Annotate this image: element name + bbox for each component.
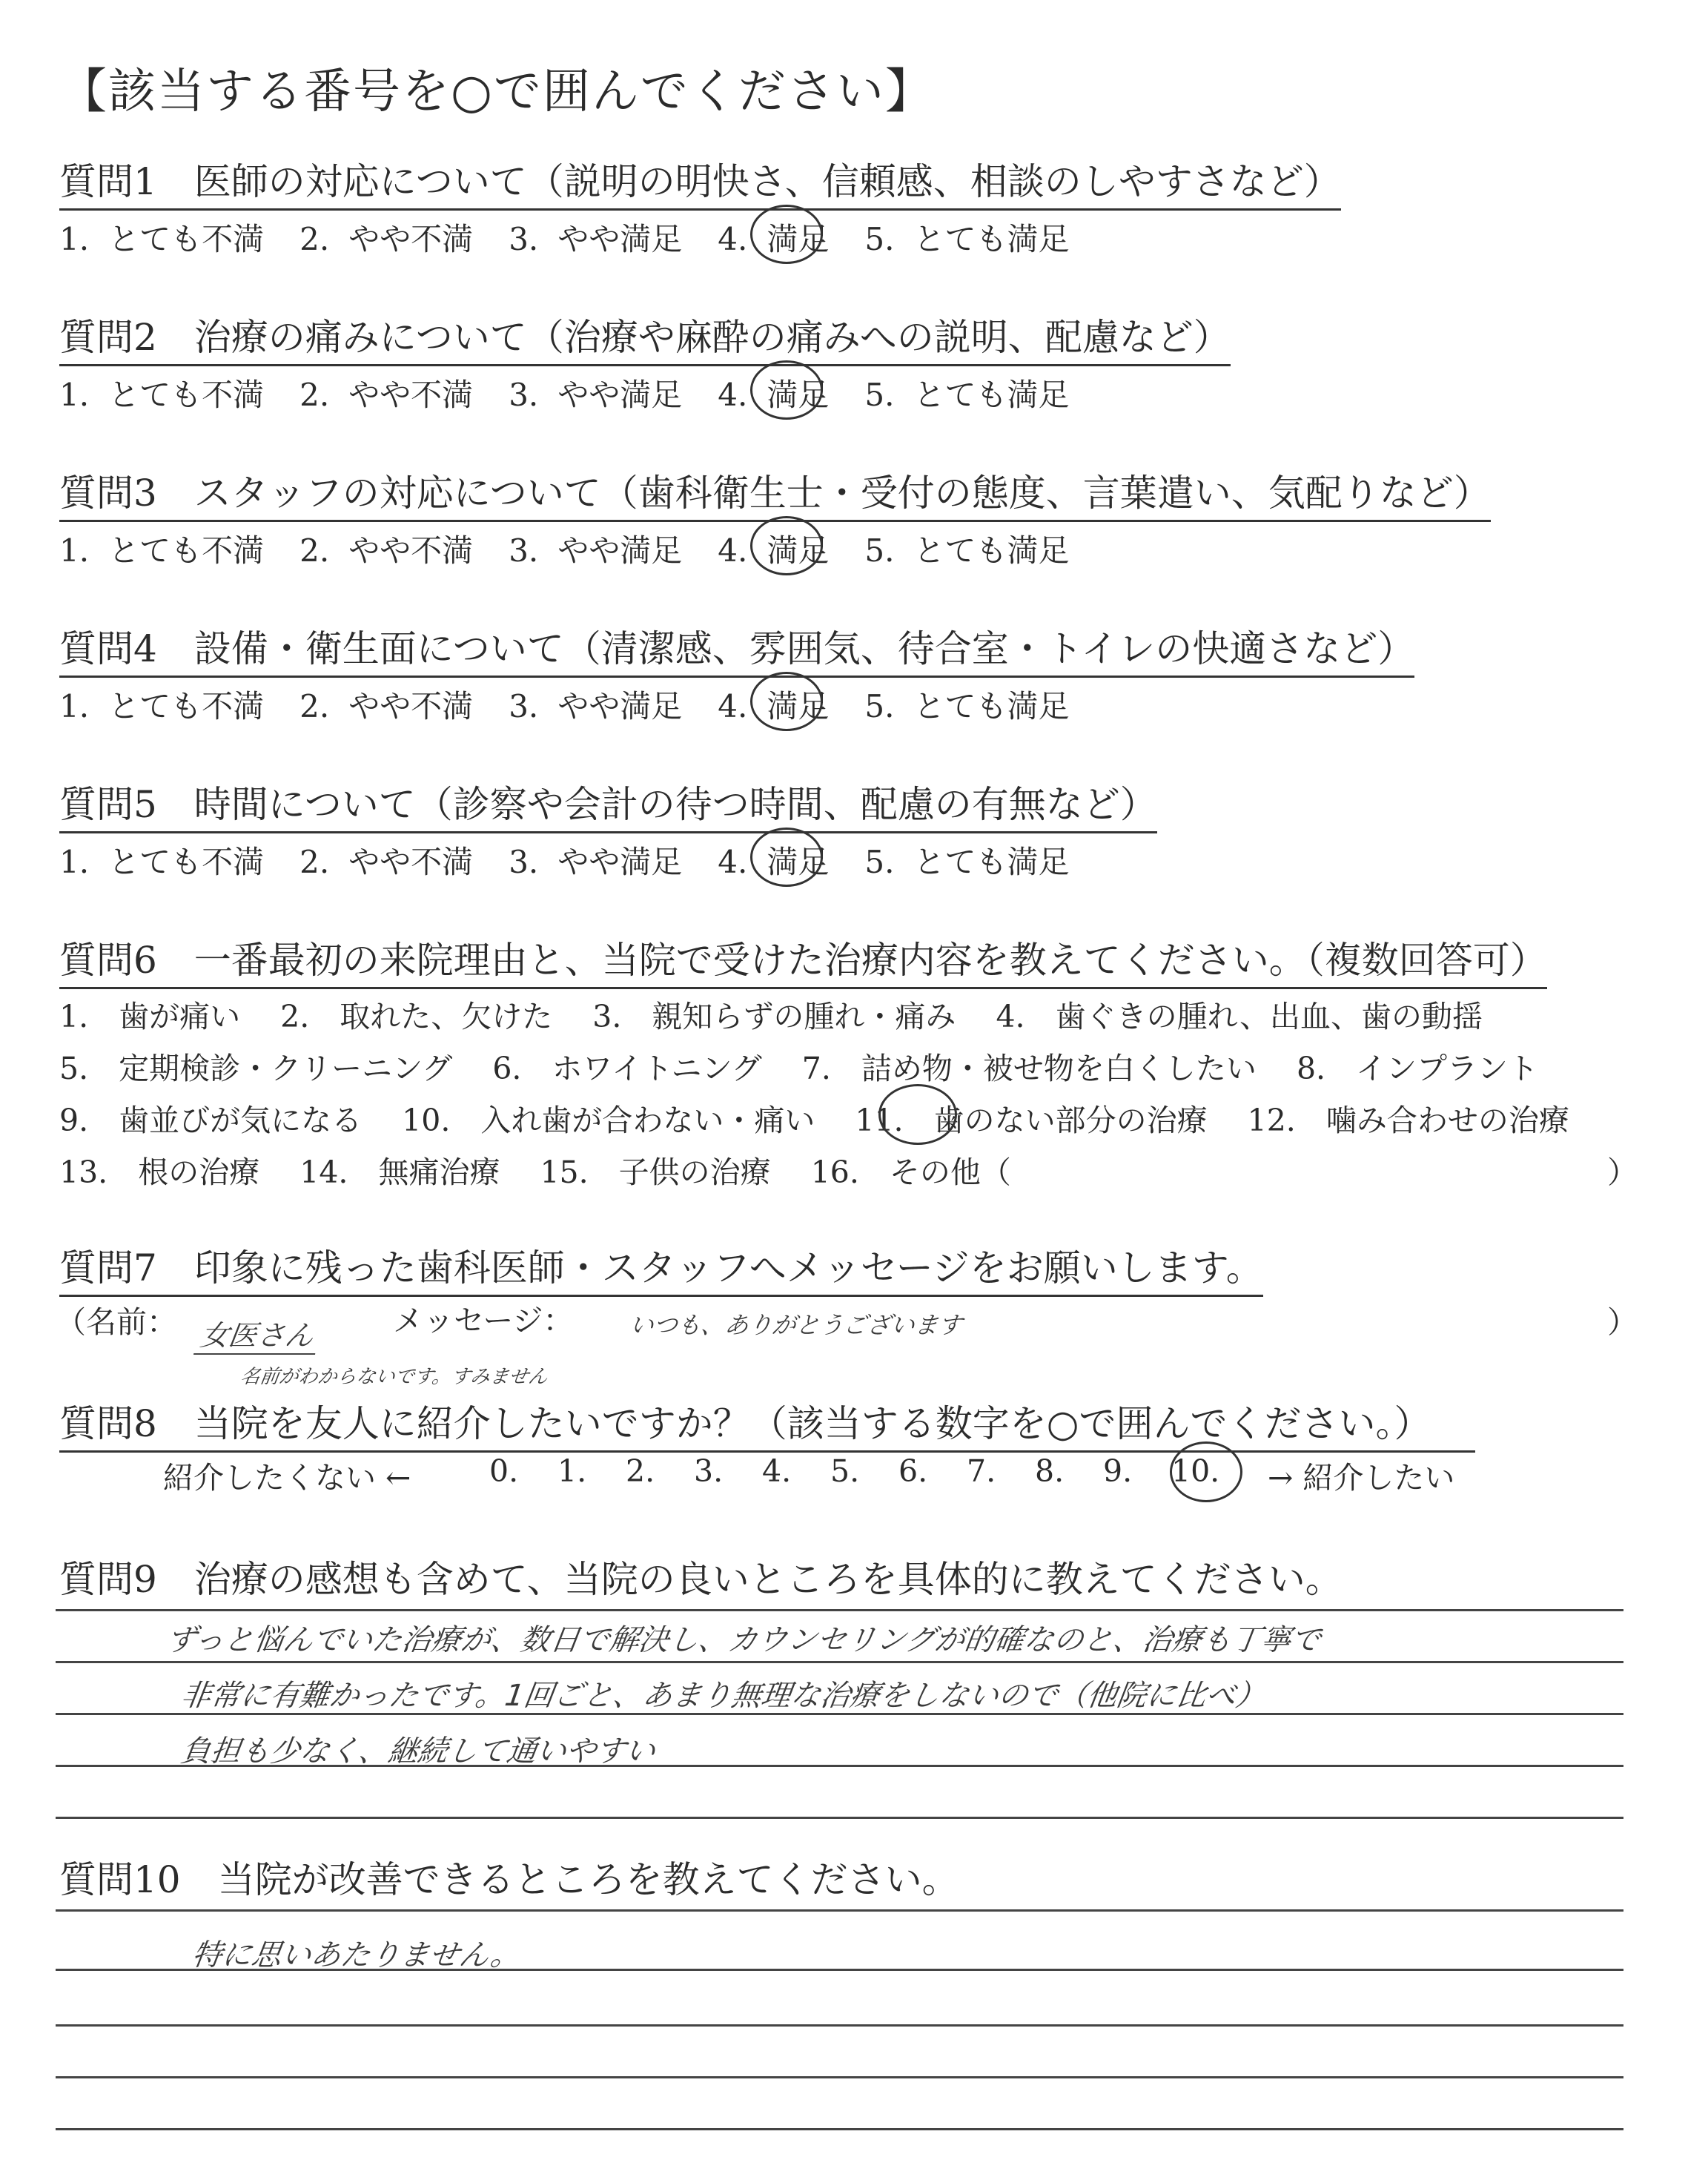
recommend-option[interactable]: 7. [967,1453,996,1489]
scale-option-number: 2. [299,688,330,724]
scale-option-label: とても不満 [108,844,265,880]
scale-option-label: やや不満 [348,844,474,880]
handwritten-name: 女医さん [193,1312,321,1355]
scale-option-label: やや満足 [557,844,683,880]
question-6-options-row-3: 9. 歯並びが気になる 10. 入れ歯が合わない・痛い 11. 歯のない部分の治療 12. 噛み合わせの治療 [59,1103,1569,1138]
scale-option[interactable] [509,682,682,727]
scale-option[interactable] [299,682,473,727]
question-4-options [59,682,1105,727]
scale-option-number: 3. [509,688,539,724]
answer-line [56,2024,1623,2027]
scale-option-number: 5. [864,377,895,413]
question-7-close: ） [1607,1304,1638,1340]
scale-option-number: 3. [509,844,539,880]
scale-option-label: 満足 [767,532,830,569]
selection-circle-q5 [750,828,823,887]
answer-line [56,1909,1623,1912]
scale-option-label: とても不満 [108,688,265,724]
scale-option-number: 1. [59,377,90,413]
handwritten-message: いつも、ありがとうございます [628,1311,964,1339]
scale-option[interactable] [509,838,682,882]
question-6-options-row-4: 13. 根の治療 14. 無痛治療 15. 子供の治療 16. その他（ [59,1155,1011,1190]
scale-option-label: 満足 [767,221,830,257]
question-1-options [59,215,1105,260]
question-5-options [59,838,1105,882]
scale-option[interactable] [299,215,473,260]
selection-circle-q8 [1170,1441,1242,1502]
scale-option-number: 2. [299,844,330,880]
answer-line [56,1609,1623,1611]
scale-option-label: やや不満 [348,688,474,724]
handwritten-answer-q9-line-3: 負担も少なく、継続して通いやすい [179,1734,658,1768]
scale-option-label: とても満足 [913,377,1070,413]
scale-option-number: 5. [864,688,895,724]
scale-option[interactable] [864,215,1069,260]
scale-option-label: とても満足 [913,221,1070,257]
scale-option-label: やや満足 [557,532,683,569]
handwritten-name-note: 名前がわからないです。すみません [239,1366,549,1388]
recommend-option[interactable]: 10. [1171,1453,1220,1489]
scale-option-number: 1. [59,688,90,724]
scale-option-number: 1. [59,221,90,257]
scale-option-label: やや不満 [348,221,474,257]
question-8-heading: 質問8 当院を友人に紹介したいですか？（該当する数字を○で囲んでください。） [59,1394,1475,1453]
scale-option-number: 1. [59,844,90,880]
scale-option-label: やや不満 [348,377,474,413]
scale-option-number: 1. [59,532,90,569]
handwritten-answer-q9-line-1: ずっと悩んでいた治療が、数日で解決し、カウンセリングが的確なのと、治療も丁寧で [164,1623,1323,1657]
answer-line [56,2128,1623,2130]
recommend-option[interactable]: 0. [489,1453,519,1489]
question-6-heading: 質問6 一番最初の来院理由と、当院で受けた治療内容を教えてください。（複数回答可） [59,931,1547,989]
scale-option-number: 2. [299,532,330,569]
scale-option-label: 満足 [767,688,830,724]
scale-option-number: 3. [509,221,539,257]
scale-option-number: 4. [718,377,748,413]
recommend-option[interactable]: 3. [694,1453,724,1489]
scale-option[interactable] [299,526,473,571]
question-10-heading: 質問10 当院が改善できるところを教えてください。 [59,1858,959,1901]
recommend-option[interactable]: 1. [557,1453,587,1489]
scale-option-number: 2. [299,377,330,413]
selection-circle-q2 [750,360,823,420]
question-3-options [59,526,1105,571]
scale-option-number: 5. [864,221,895,257]
recommend-option[interactable]: 9. [1103,1453,1133,1489]
question-8-right-label: → 紹介したい [1268,1460,1455,1496]
recommend-option[interactable]: 4. [762,1453,792,1489]
scale-option-label: とても不満 [108,532,265,569]
scale-option-label: 満足 [767,844,830,880]
scale-option-label: とても満足 [913,844,1070,880]
question-3-heading: 質問3 スタッフの対応について（歯科衛生士・受付の態度、言葉遣い、気配りなど） [59,463,1491,522]
scale-option-number: 5. [864,844,895,880]
scale-option[interactable] [509,526,682,571]
scale-option-label: やや満足 [557,221,683,257]
scale-option-number: 4. [718,532,748,569]
handwritten-answer-q10-line-1: 特に思いあたりません。 [190,1938,523,1972]
scale-option[interactable] [59,682,264,727]
scale-option-label: やや不満 [348,532,474,569]
selection-circle-q3 [750,516,823,575]
scale-option[interactable] [864,371,1069,415]
selection-circle-q6 [878,1084,957,1145]
scale-option[interactable] [59,371,264,415]
question-2-heading: 質問2 治療の痛みについて（治療や麻酔の痛みへの説明、配慮など） [59,308,1231,366]
scale-option-label: とても満足 [913,532,1070,569]
scale-option[interactable] [59,215,264,260]
question-6-options-row-1: 1. 歯が痛い 2. 取れた、欠けた 3. 親知らずの腫れ・痛み 4. 歯ぐきの腫れ、出血、歯の動揺 [59,999,1483,1034]
selection-circle-q4 [750,672,823,731]
question-4-heading: 質問4 設備・衛生面について（清潔感、雰囲気、待合室・トイレの快適さなど） [59,619,1414,678]
scale-option[interactable] [299,838,473,882]
scale-option[interactable] [509,215,682,260]
page-title: 【該当する番号を○で囲んでください】 [59,65,934,119]
question-1-heading: 質問1 医師の対応について（説明の明快さ、信頼感、相談のしやすさなど） [59,152,1341,211]
recommend-option[interactable]: 5. [830,1453,860,1489]
question-7-message-label: メッセージ： [393,1303,574,1338]
recommend-option[interactable]: 8. [1035,1453,1065,1489]
scale-option-label: 満足 [767,377,830,413]
scale-option-number: 4. [718,688,748,724]
scale-option-number: 4. [718,844,748,880]
scale-option-number: 4. [718,221,748,257]
question-6-options-row-2: 5. 定期検診・クリーニング 6. ホワイトニング 7. 詰め物・被せ物を白くしたい 8. インプラント [59,1051,1539,1086]
scale-option-label: とても満足 [913,688,1070,724]
question-7-heading: 質問7 印象に残った歯科医師・スタッフへメッセージをお願いします。 [59,1238,1263,1297]
answer-line [56,1817,1623,1819]
scale-option-label: やや満足 [557,377,683,413]
scale-option-number: 3. [509,532,539,569]
question-9-heading: 質問9 治療の感想も含めて、当院の良いところを具体的に教えてください。 [59,1558,1343,1601]
question-6-other-close: ） [1607,1155,1638,1190]
recommend-option[interactable]: 6. [898,1453,928,1489]
scale-option[interactable] [864,682,1069,727]
scale-option[interactable] [59,526,264,571]
scale-option-label: とても不満 [108,221,265,257]
answer-line [56,1661,1623,1663]
scale-option-label: やや満足 [557,688,683,724]
scale-option[interactable] [864,526,1069,571]
scale-option[interactable] [864,838,1069,882]
scale-option-number: 2. [299,221,330,257]
question-2-options [59,371,1105,415]
scale-option-number: 5. [864,532,895,569]
scale-option[interactable] [509,371,682,415]
scale-option[interactable] [59,838,264,882]
selection-circle-q1 [750,205,823,264]
recommend-option[interactable]: 2. [626,1453,655,1489]
scale-option-number: 3. [509,377,539,413]
question-5-heading: 質問5 時間について（診察や会計の待つ時間、配慮の有無など） [59,775,1157,833]
scale-option-label: とても不満 [108,377,265,413]
handwritten-answer-q9-line-2: 非常に有難かったです。1回ごと、あまり無理な治療をしないので（他院に比べ） [179,1679,1268,1713]
question-8-left-label: 紹介したくない ← [163,1460,411,1496]
answer-line [56,2076,1623,2078]
scale-option[interactable] [299,371,473,415]
question-7-name-label: （名前： [56,1304,177,1340]
